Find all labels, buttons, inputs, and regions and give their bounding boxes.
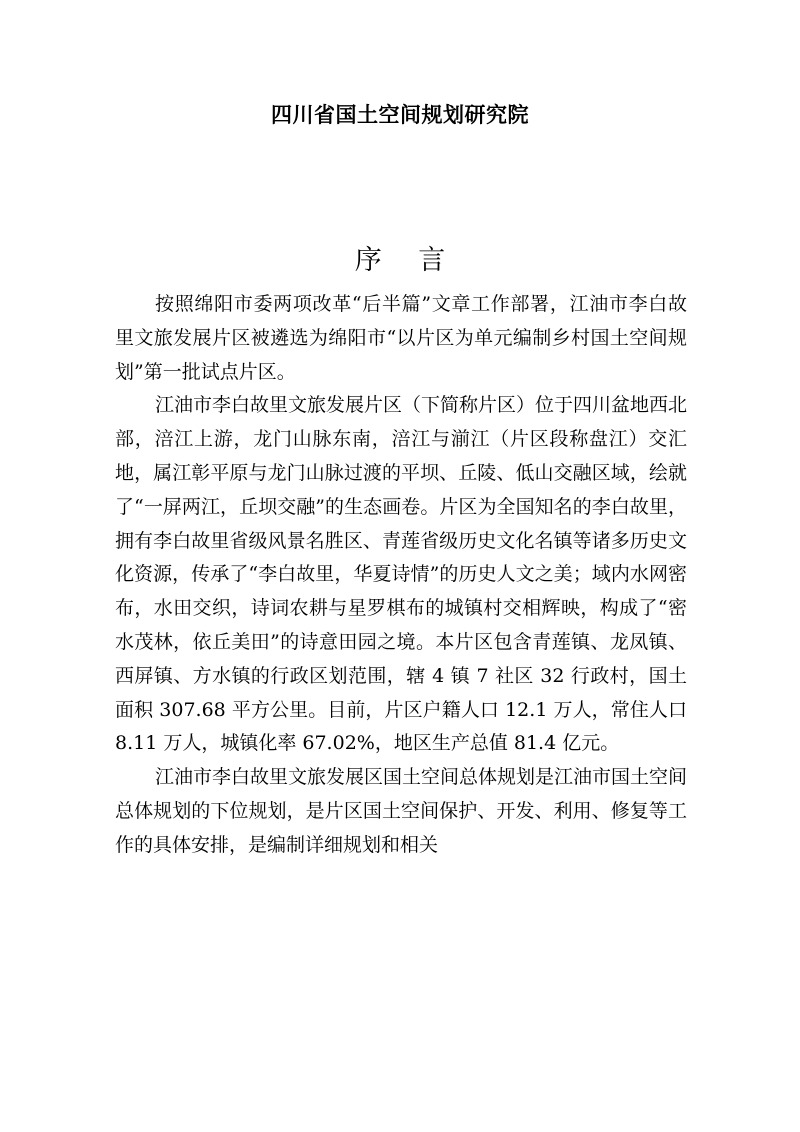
preface-heading: 序 言 [354,245,460,276]
organization-name: 四川省国土空间规划研究院 [271,103,529,127]
document-body [115,288,687,863]
paragraph: 按照绵阳市委两项改革“后半篇”文章工作部署，江油市李白故里文旅发展片区被遴选为绵阳市“以片区为单元编制乡村国土空间规划”第一批试点片区。 [115,293,687,383]
paragraph: 江油市李白故里文旅发展片区（下简称片区）位于四川盆地西北部，涪江上游，龙门山脉东南，涪江与湔江（片区段称盘江）交汇地，属江彰平原与龙门山脉过渡的平坝、丘陵、低山交融区域，绘就了“一屏两江，丘坝交融”的生态画卷。片区为全国知名的李白故里，拥有李白故里省级风景名胜区、青莲省级历史文化名镇等诸多历史文化资源，传承了“李白故里，华夏诗情”的历史人文之美；域内水网密布，水田交织，诗词农耕与星罗棋布的城镇村交相辉映，构成了“密水茂林，依丘美田”的诗意田园之境。本片区包含青莲镇、龙凤镇、西屏镇、方水镇的行政区划范围，辖 4 镇 7 社区 32 行政村，国土面积 307.68 平方公里。目前，片区户籍人口 12.1 万人，常住人口 8.11 万人，城镇化率 67.02%，地区生产总值 81.4 亿元。 [115,394,688,755]
paragraph: 江油市李白故里文旅发展区国土空间总体规划是江油市国土空间总体规划的下位规划，是片区国土空间保护、开发、利用、修复等工作的具体安排，是编制详细规划和相关 [115,766,688,856]
